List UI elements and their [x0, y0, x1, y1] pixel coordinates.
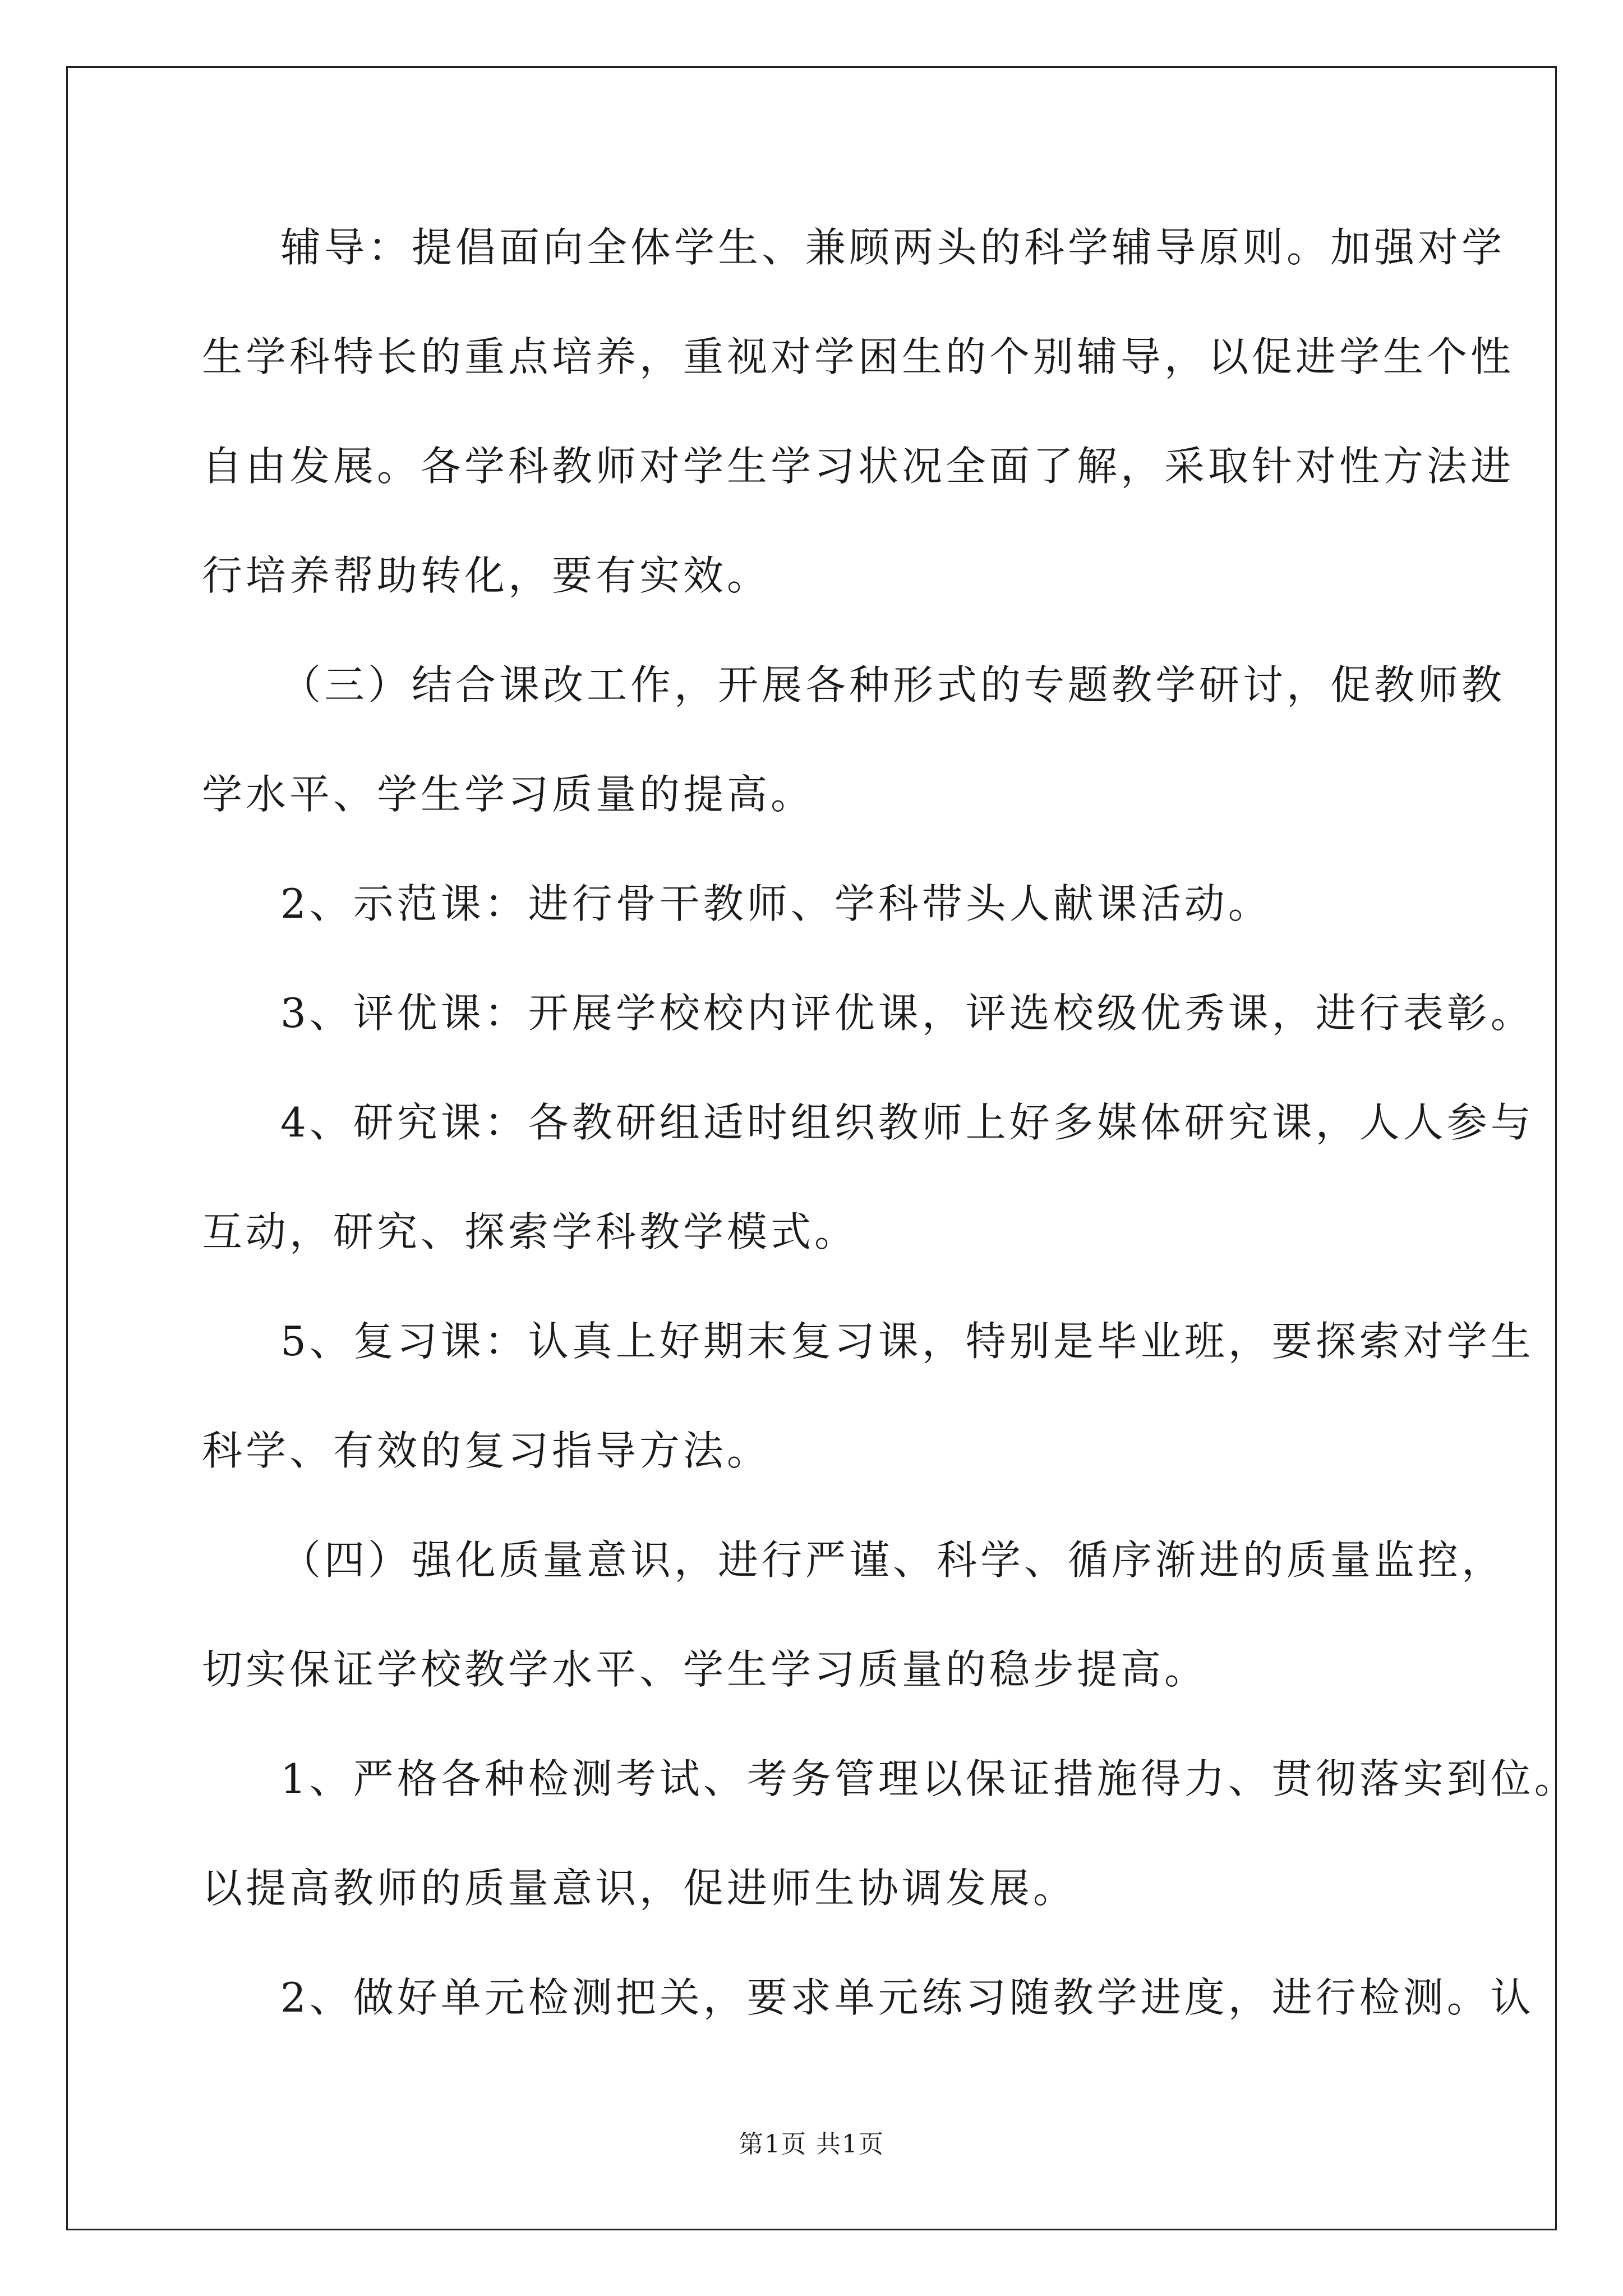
text-line: 3、评优课：开展学校校内评优课，评选校级优秀课，进行表彰。 — [280, 990, 1534, 1037]
text-line: 辅导：提倡面向全体学生、兼顾两头的科学辅导原则。加强对学 — [280, 224, 1506, 271]
page-footer: 第1页 共1页 — [739, 2130, 884, 2159]
text-line: 4、研究课：各教研组适时组织教师上好多媒体研究课，人人参与 — [280, 1099, 1534, 1146]
text-line: 自由发展。各学科教师对学生学习状况全面了解，采取针对性方法进 — [202, 443, 1515, 490]
text-line: 2、做好单元检测把关，要求单元练习随教学进度，进行检测。认 — [280, 1974, 1534, 2021]
text-line: 切实保证学校教学水平、学生学习质量的稳步提高。 — [202, 1646, 1209, 1693]
text-line: 行培养帮助转化，要有实效。 — [202, 552, 771, 599]
text-line: 互动，研究、探索学科教学模式。 — [202, 1208, 859, 1255]
text-line: 2、示范课：进行骨干教师、学科带头人献课活动。 — [280, 880, 1272, 927]
text-line: （四）强化质量意识，进行严谨、科学、循序渐进的质量监控， — [280, 1536, 1506, 1584]
text-line: 科学、有效的复习指导方法。 — [202, 1427, 771, 1474]
text-line: 1、严格各种检测考试、考务管理以保证措施得力、贯彻落实到位。 — [280, 1755, 1578, 1802]
text-line: 生学科特长的重点培养，重视对学困生的个别辅导，以促进学生个性 — [202, 333, 1515, 380]
text-line: （三）结合课改工作，开展各种形式的专题教学研讨，促教师教 — [280, 661, 1506, 708]
text-line: 学水平、学生学习质量的提高。 — [202, 771, 815, 818]
text-line: 5、复习课：认真上好期末复习课，特别是毕业班，要探索对学生 — [280, 1318, 1534, 1365]
text-line: 以提高教师的质量意识，促进师生协调发展。 — [202, 1865, 1077, 1912]
